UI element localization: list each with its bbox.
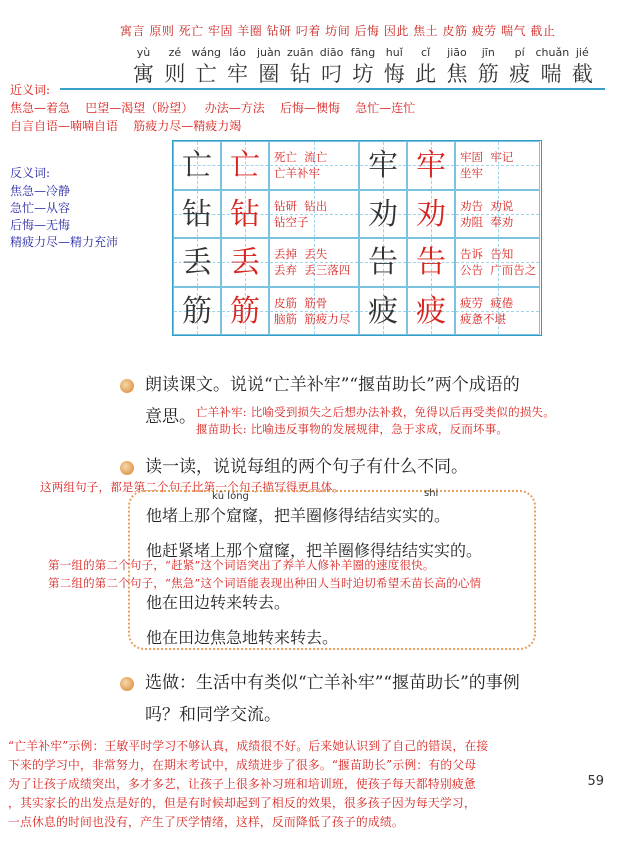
example-note bbox=[8, 737, 488, 832]
pinyin-shi: shi bbox=[424, 488, 439, 499]
word-line: 钻空子 bbox=[274, 214, 309, 229]
word-line: 脑筋 筋疲力尽 bbox=[274, 311, 351, 326]
example-note-line: ，其实家长的出发点是好的，但是有时候却起到了相反的效果，很多孩子因为每天学习， bbox=[8, 796, 476, 810]
q2-text: 读一读，说说每组的两个句子有什么不同。 bbox=[145, 457, 468, 477]
title-char: 圈 bbox=[258, 62, 280, 86]
title-pinyin: juàn bbox=[257, 46, 281, 59]
title-pinyin: jiāo bbox=[447, 46, 467, 59]
word-line: 亡羊补牢 bbox=[274, 166, 320, 180]
synonyms-line-2: 自言自语—喃喃自语 筋疲力尽—精疲力竭 bbox=[10, 119, 242, 133]
words-cell bbox=[269, 141, 359, 190]
q2-note-top: 这两组句子，都是第二个句子比第一个句子描写得更具体。 bbox=[40, 480, 345, 494]
title-pinyin: wáng bbox=[191, 46, 222, 59]
copy-char-cell bbox=[221, 287, 269, 336]
title-char: 牢 bbox=[227, 62, 249, 86]
q3-line-2: 吗？和同学交流。 bbox=[145, 705, 281, 725]
page-number: 59 bbox=[587, 774, 604, 789]
copy-char: 筋 bbox=[230, 293, 260, 329]
model-char: 钻 bbox=[182, 196, 212, 232]
word-line: 钻研 钻出 bbox=[274, 198, 328, 213]
word-line: 公告 广而告之 bbox=[460, 263, 537, 277]
antonyms-heading: 反义词: bbox=[10, 166, 51, 180]
copy-char: 牢 bbox=[416, 148, 446, 183]
title-char: 钻 bbox=[289, 62, 311, 86]
words-cell bbox=[269, 190, 359, 239]
pinyin-kulong: kū lóng bbox=[212, 491, 249, 502]
antonym-item: 急忙—从容 bbox=[10, 201, 71, 215]
copy-char-cell bbox=[221, 238, 269, 287]
word-line: 劝告 劝说 bbox=[460, 198, 514, 213]
title-char: 寓 bbox=[133, 62, 154, 86]
copy-char-cell bbox=[407, 190, 455, 239]
words-cell bbox=[455, 190, 540, 239]
copy-char: 劝 bbox=[416, 196, 446, 232]
copy-char: 钻 bbox=[230, 196, 260, 232]
model-char-cell bbox=[173, 287, 221, 336]
model-char-cell bbox=[359, 190, 407, 239]
synonyms-line-1: 焦急—着急 巴望—渴望（盼望） 办法—方法 后悔—懊悔 急忙—连忙 bbox=[10, 101, 416, 115]
sentence-4: 他在田边焦急地转来转去。 bbox=[146, 628, 339, 647]
synonyms-heading: 近义词: bbox=[10, 83, 51, 97]
example-note-line: 为了让孩子成绩突出，多才多艺，让孩子上很多补习班和培训班，使孩子每天都特别疲惫 bbox=[8, 777, 476, 791]
title-pinyin: fāng bbox=[350, 46, 376, 59]
word-line: 丢弃 丢三落四 bbox=[274, 263, 351, 277]
words-cell bbox=[455, 238, 540, 287]
character-grid bbox=[172, 140, 542, 336]
vocab-strip: 寓言 原则 死亡 牢固 羊圈 钻研 叼着 坊间 后悔 因此 焦土 皮筋 疲劳 喘气 截止 bbox=[120, 24, 556, 38]
words-cell bbox=[455, 287, 540, 336]
model-char: 疲 bbox=[368, 293, 398, 329]
word-line: 丢掉 丢失 bbox=[274, 247, 328, 261]
copy-char-cell bbox=[407, 238, 455, 287]
title-char: 亡 bbox=[195, 62, 217, 86]
title-pinyin: huǐ bbox=[385, 46, 403, 59]
title-pinyin: jīn bbox=[481, 46, 495, 59]
word-line: 疲劳 疲倦 bbox=[460, 295, 514, 310]
word-line: 坐牢 bbox=[460, 166, 483, 180]
copy-char-cell bbox=[221, 141, 269, 190]
title-char: 疲 bbox=[509, 62, 531, 86]
title-pinyin: yù bbox=[136, 46, 151, 59]
words-cell bbox=[455, 141, 540, 190]
word-line: 牢固 牢记 bbox=[460, 150, 514, 164]
q2-note-group-1: 第一组的第二个句子，“赶紧”这个词语突出了养羊人修补羊圈的速度很快。 bbox=[48, 558, 435, 572]
q2-note-group-2: 第二组的第二个句子，“焦急”这个词语能表现出种田人当时迫切希望禾苗长高的心情 bbox=[48, 576, 482, 590]
q3-line-1: 选做：生活中有类似“亡羊补牢”“揠苗助长”的事例 bbox=[145, 673, 520, 693]
title-char: 焦 bbox=[446, 62, 468, 86]
copy-char: 疲 bbox=[416, 293, 446, 329]
word-line: 告诉 告知 bbox=[460, 247, 514, 261]
word-line: 死亡 流亡 bbox=[274, 150, 328, 164]
sentence-3: 他在田边转来转去。 bbox=[146, 593, 291, 612]
model-char: 牢 bbox=[368, 148, 398, 183]
antonym-item: 精疲力尽—精力充沛 bbox=[10, 235, 119, 249]
example-note-line: 一点休息的时间也没有，产生了厌学情绪，这样，反而降低了孩子的成绩。 bbox=[8, 815, 404, 829]
copy-char: 亡 bbox=[230, 148, 260, 183]
title-char: 截 bbox=[571, 62, 593, 86]
title-pinyin: chuǎn bbox=[535, 46, 570, 59]
model-char-cell bbox=[173, 141, 221, 190]
words-cell bbox=[269, 238, 359, 287]
title-pinyin: zé bbox=[168, 46, 182, 59]
word-line: 皮筋 筋骨 bbox=[274, 295, 328, 310]
title-char: 喘 bbox=[540, 62, 562, 86]
title-pinyin: jié bbox=[575, 46, 589, 59]
model-char: 告 bbox=[368, 245, 398, 280]
example-note-line: 下来的学习中，非常努力，在期末考试中，成绩进步了很多。“揠苗助长”示例：有的父母 bbox=[8, 758, 477, 772]
q1-note-2: 揠苗助长: 比喻违反事物的发展规律，急于求成，反而坏事。 bbox=[196, 422, 509, 436]
title-pinyin: láo bbox=[229, 46, 246, 59]
title-pinyin: pí bbox=[514, 46, 525, 59]
model-char-cell bbox=[173, 238, 221, 287]
sentence-2: 他赶紧堵上那个窟窿，把羊圈修得结结实实的。 bbox=[146, 541, 483, 560]
model-char-cell bbox=[359, 287, 407, 336]
title-char: 则 bbox=[164, 62, 186, 86]
sentence-1: 他堵上那个窟窿，把羊圈修得结结实实的。 bbox=[146, 506, 451, 525]
example-note-line: “亡羊补牢”示例：王敏平时学习不够认真，成绩很不好。后来她认识到了自己的错误，在接 bbox=[8, 739, 489, 753]
model-char-cell bbox=[359, 238, 407, 287]
copy-char: 告 bbox=[416, 245, 446, 280]
copy-char-cell bbox=[407, 141, 455, 190]
antonyms-list bbox=[10, 183, 118, 251]
model-char: 筋 bbox=[182, 293, 212, 329]
title-pinyin: zuān bbox=[286, 46, 314, 59]
bullet-icon bbox=[120, 677, 134, 691]
title-char: 坊 bbox=[352, 62, 374, 86]
model-char-cell bbox=[359, 141, 407, 190]
q1-line-2: 意思。 bbox=[145, 407, 196, 427]
word-line: 疲惫不堪 bbox=[460, 311, 506, 326]
title-char-row bbox=[128, 58, 598, 88]
antonym-item: 后悔—无悔 bbox=[10, 218, 71, 232]
copy-char-cell bbox=[407, 287, 455, 336]
title-pinyin: diāo bbox=[319, 46, 344, 59]
title-char: 叼 bbox=[321, 62, 343, 86]
antonym-item: 焦急—冷静 bbox=[10, 184, 71, 198]
title-rule bbox=[60, 88, 605, 90]
q1-line-1: 朗读课文。说说“亡羊补牢”“揠苗助长”两个成语的 bbox=[145, 375, 520, 395]
title-pinyin: cǐ bbox=[421, 46, 431, 59]
copy-char: 丢 bbox=[230, 245, 260, 280]
words-cell bbox=[269, 287, 359, 336]
title-char: 此 bbox=[415, 62, 437, 86]
bullet-icon bbox=[120, 379, 134, 393]
q1-note-1: 亡羊补牢: 比喻受到损失之后想办法补救，免得以后再受类似的损失。 bbox=[196, 405, 555, 419]
word-line: 劝阻 奉劝 bbox=[460, 214, 514, 229]
title-char: 悔 bbox=[383, 62, 405, 86]
model-char: 劝 bbox=[368, 196, 398, 232]
copy-char-cell bbox=[221, 190, 269, 239]
bullet-icon bbox=[120, 461, 134, 475]
model-char: 亡 bbox=[182, 148, 212, 183]
title-char: 筋 bbox=[477, 62, 499, 86]
model-char: 丢 bbox=[182, 245, 212, 280]
model-char-cell bbox=[173, 190, 221, 239]
